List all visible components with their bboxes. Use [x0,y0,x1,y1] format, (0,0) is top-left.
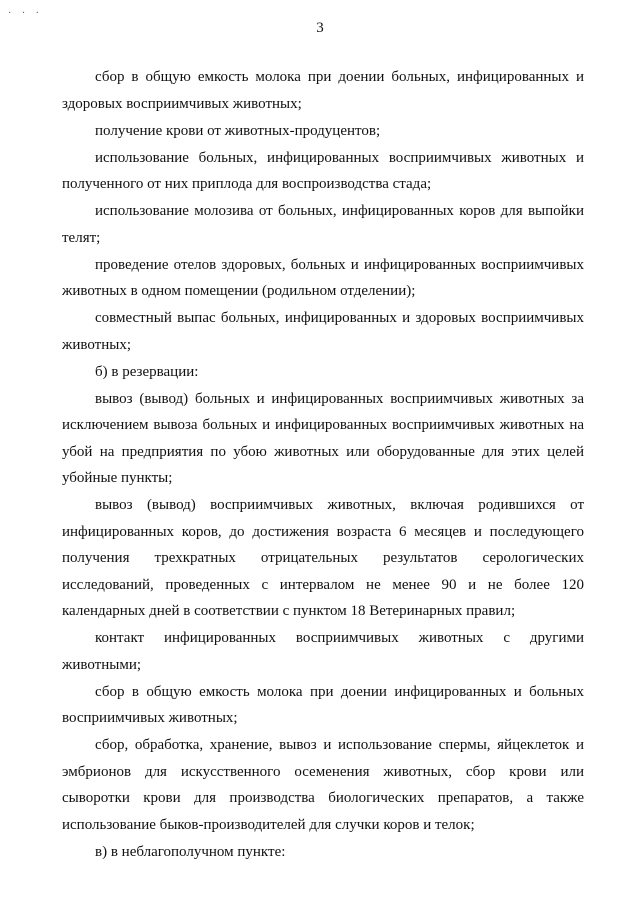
paragraph: сбор в общую емкость молока при доении инфицированных и больных восприимчивых животных; [62,683,584,726]
paragraph: использование молозива от больных, инфицированных коров для выпойки телят; [62,203,584,246]
paragraph: получение крови от животных-продуцентов; [95,122,381,139]
paragraph: контакт инфицированных восприимчивых животных с другими животными; [62,630,584,673]
section-heading-b: б) в резервации: [95,363,199,380]
scan-specks: · · · [8,8,43,19]
paragraph: вывоз (вывод) больных и инфицированных восприимчивых животных за исключением вывоза больных и инфицированных восприимчивых животных на убой на предприятия по убою животных или оборудованные для этих целей убойные пункты; [62,390,584,486]
document-body [62,64,584,866]
section-heading-v: в) в неблагополучном пункте: [95,843,286,860]
paragraph: проведение отелов здоровых, больных и инфицированных восприимчивых животных в одном помещении (родильном отделении); [62,256,584,299]
paragraph: сбор в общую емкость молока при доении больных, инфицированных и здоровых восприимчивых животных; [62,69,584,112]
paragraph: сбор, обработка, хранение, вывоз и использование спермы, яйцеклеток и эмбрионов для искусственного осеменения животных, сбор крови или сыворотки крови для производства биологических препаратов, а также использование быков-производителей для случки коров и телок; [62,737,584,833]
page-number: 3 [316,20,324,36]
paragraph: использование больных, инфицированных восприимчивых животных и полученного от них приплода для воспроизводства стада; [62,149,584,192]
paragraph: совместный выпас больных, инфицированных и здоровых восприимчивых животных; [62,310,584,353]
paragraph: вывоз (вывод) восприимчивых животных, включая родившихся от инфицированных коров, до достижения возраста 6 месяцев и последующего получения трехкратных отрицательных результатов серологических исследований, проведенных с интервалом не менее 90 и не более 120 календарных дней в соответствии с пунктом 18 Ветеринарных правил; [62,497,584,619]
